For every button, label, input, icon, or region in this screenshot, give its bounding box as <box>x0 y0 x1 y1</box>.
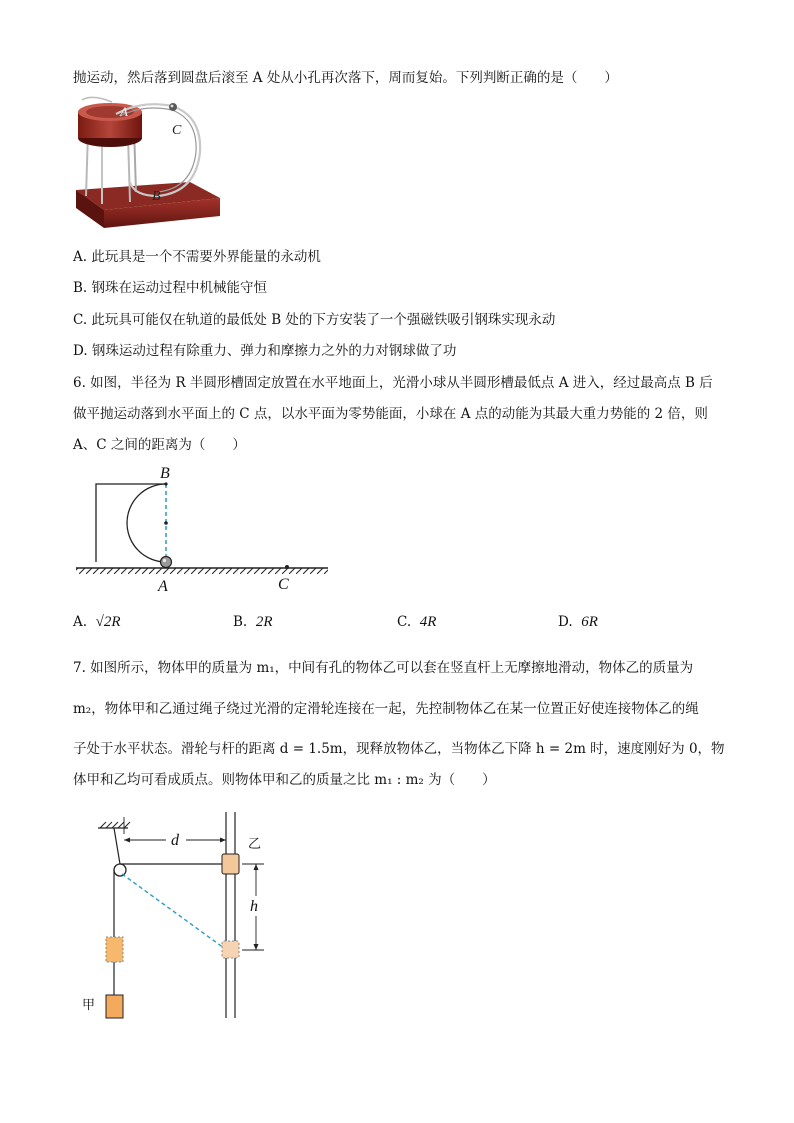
q6-option-d: D. 6R <box>558 614 598 630</box>
q6-stem-line3: A、C 之间的距离为（ ） <box>73 437 246 453</box>
q5-option-d: D. 钢珠运动过程有除重力、弹力和摩擦力之外的力对钢球做了功 <box>73 343 457 359</box>
q6-label-a: A <box>158 578 168 594</box>
q7-figure <box>76 812 286 1028</box>
q7-stem-line1: 7. 如图所示，物体甲的质量为 m₁，中间有孔的物体乙可以套在竖直杆上无摩擦地滑动，物体乙的质量为 <box>73 660 694 676</box>
q6-figure <box>72 462 334 594</box>
q6-label-b: B <box>160 465 170 482</box>
q7-stem-line3: 子处于水平状态。滑轮与杆的距离 d = 1.5m，现释放物体乙，当物体乙下降 h = 2m 时，速度刚好为 0，物 <box>73 741 725 757</box>
q5-option-c: C. 此玩具可能仅在轨道的最低处 B 处的下方安装了一个强磁铁吸引钢珠实现永动 <box>73 312 556 328</box>
q7-stem-line2: m₂，物体甲和乙通过绳子绕过光滑的定滑轮连接在一起，先控制物体乙在某一位置正好使连接物体乙的绳 <box>73 701 699 717</box>
q7-stem-line4: 体甲和乙均可看成质点。则物体甲和乙的质量之比 m₁ : m₂ 为（ ） <box>73 772 496 788</box>
toy-label-b: B <box>152 189 161 204</box>
q6-stem-line2: 做平抛运动落到水平面上的 C 点，以水平面为零势能面，小球在 A 点的动能为其最大重力势能的 2 倍，则 <box>73 406 708 422</box>
q7-label-d: d <box>171 832 179 849</box>
toy-photo <box>72 92 222 232</box>
q6-stem-line1: 6. 如图，半径为 R 半圆形槽固定放置在水平地面上，光滑小球从半圆形槽最低点 A 进入，经过最高点 B 后 <box>73 375 713 391</box>
toy-label-c: C <box>172 123 182 138</box>
q5-stem-continuation: 抛运动，然后落到圆盘后滚至 A 处从小孔再次落下，周而复始。下列判断正确的是（ ） <box>73 70 618 86</box>
toy-label-a: A <box>120 104 128 119</box>
q6-label-c: C <box>278 576 289 593</box>
q5-option-a: A. 此玩具是一个不需要外界能量的永动机 <box>73 249 321 265</box>
q6-option-b: B. 2R <box>233 614 273 630</box>
q7-label-yi: 乙 <box>248 837 262 852</box>
q5-option-b: B. 钢珠在运动过程中机械能守恒 <box>73 280 268 296</box>
q6-option-c: C. 4R <box>397 614 437 630</box>
q7-label-jia: 甲 <box>82 998 96 1013</box>
q6-option-a: A. √2R <box>73 614 121 630</box>
q7-label-h: h <box>250 898 258 915</box>
